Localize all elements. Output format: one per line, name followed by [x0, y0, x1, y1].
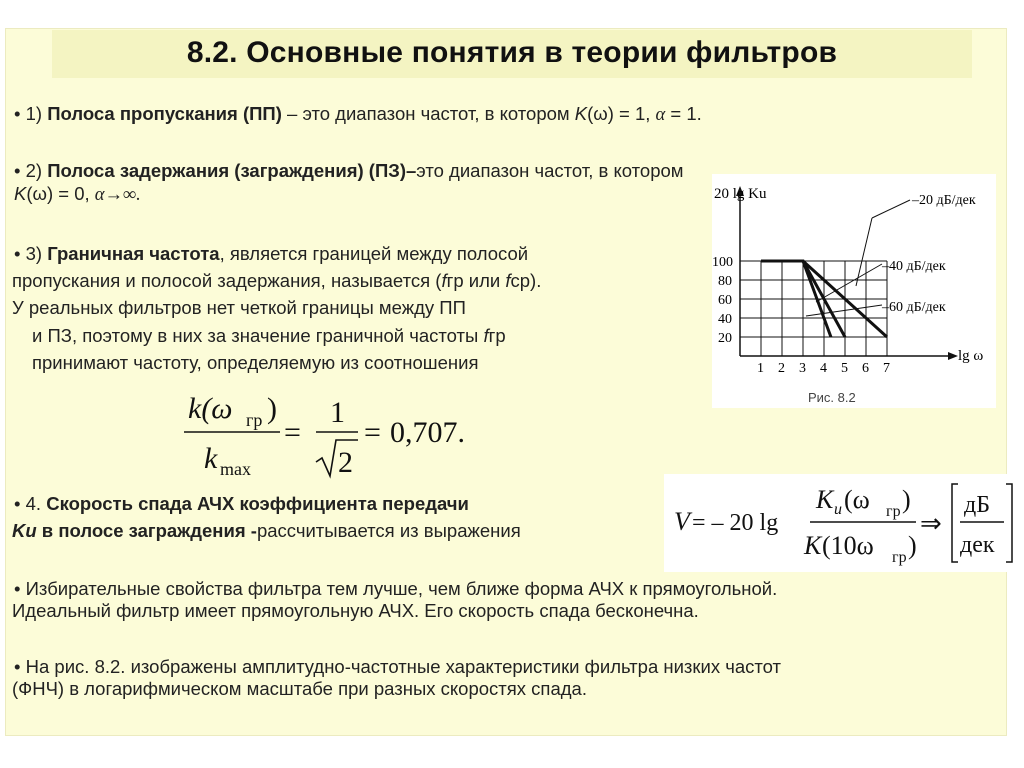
formula-denominator-close: ): [908, 531, 917, 560]
y-tick-label: 80: [718, 274, 732, 289]
formula-denominator-k: K: [804, 531, 822, 560]
bullet-mark: •: [14, 493, 21, 514]
x-tick-label: 4: [820, 361, 827, 376]
bullet-text: – это диапазон частот, в котором: [281, 103, 575, 124]
bullet-number: 1): [20, 103, 48, 124]
unit-db: дБ: [964, 492, 990, 518]
annotation-40db: –40 дБ/дек: [882, 259, 946, 274]
formula-numerator-close: ): [267, 392, 277, 425]
formula-numerator-close: ): [902, 485, 911, 514]
bullet-2: [14, 160, 684, 182]
formula-rolloff-box: [664, 474, 1019, 572]
x-tick-label: 5: [841, 361, 848, 376]
term-stopband: Полоса задержания (заграждения) (ПЗ)–: [47, 160, 417, 181]
figure-8-2: [712, 174, 996, 408]
formula-numerator-arg: (ω: [844, 485, 870, 514]
bullet-text-bold: в полосе заграждения -: [36, 520, 257, 541]
bullet-mark: •: [14, 243, 21, 264]
bullet-3-line-4: [32, 325, 506, 347]
formula-denominator: k: [204, 442, 218, 475]
left-bracket: [952, 484, 958, 562]
bullet-6-line-2: (ФНЧ) в логарифмическом масштабе при разных скоростях спада.: [12, 678, 587, 699]
bullet-mark: •: [14, 656, 21, 677]
x-axis-arrow: [948, 352, 958, 360]
y-tick-label: 40: [718, 312, 732, 327]
title-box: [52, 30, 972, 78]
formula-root-arg: 2: [338, 446, 353, 479]
formula-one: 1: [330, 396, 345, 429]
symbol-f: f: [505, 270, 511, 291]
bullet-5: [14, 578, 777, 600]
formula-value: 0,707.: [390, 416, 465, 449]
symbol-f: f: [441, 270, 447, 291]
bullet-text: и ПЗ, поэтому в них за значение граничной частоты: [32, 325, 484, 346]
bullet-3: [14, 243, 528, 265]
formula-numerator-k-sub: u: [834, 501, 842, 518]
annotation-60db: –60 дБ/дек: [882, 300, 946, 315]
leader-line: [806, 305, 882, 316]
bullet-mark: •: [14, 103, 21, 124]
bullet-number: 3): [20, 243, 48, 264]
symbol-f: f: [483, 325, 489, 346]
y-tick-label: 20: [718, 331, 732, 346]
formula-numerator-k: K: [816, 485, 834, 514]
bullet-mark: •: [14, 160, 21, 181]
bullet-5-line-2: Идеальный фильтр имеет прямоугольную АЧХ. Его скорость спада бесконечна.: [12, 600, 699, 621]
term-cutoff-frequency: Граничная частота: [47, 243, 220, 264]
bullet-number: 4.: [20, 493, 47, 514]
formula-cutoff-ratio: [180, 382, 510, 482]
bullet-4-line-2: [12, 520, 521, 542]
y-axis-label: 20 lg Ku: [714, 186, 767, 202]
term-passband: Полоса пропускания (ПП): [47, 103, 282, 124]
x-tick-label: 7: [883, 361, 890, 376]
equals-sign: =: [364, 416, 381, 449]
bullet-text: Избирательные свойства фильтра тем лучше, чем ближе форма АЧХ к прямоугольной.: [20, 578, 778, 599]
symbol-alpha: α: [655, 105, 666, 125]
formula-rolloff: [664, 474, 1019, 572]
bullet-4: [14, 493, 469, 515]
bullet-3-line-3: У реальных фильтров нет четкой границы между ПП: [12, 297, 466, 318]
x-tick-label: 3: [799, 361, 806, 376]
symbol-v: V: [674, 507, 690, 536]
bullet-6: [14, 656, 781, 678]
symbol-k: K: [14, 183, 27, 204]
bullet-text: , является границей между полосой: [219, 243, 529, 264]
bullet-3-line-5: принимают частоту, определяемую из соотношения: [32, 352, 479, 373]
x-tick-label: 2: [778, 361, 785, 376]
bullet-text: ср).: [510, 270, 542, 291]
bullet-text: (ω) = 0,: [26, 183, 95, 204]
unit-dec: дек: [960, 532, 995, 558]
y-tick-label: 100: [712, 255, 733, 270]
page-title: 8.2. Основные понятия в теории фильтров: [186, 36, 838, 69]
formula-denominator-sub: max: [220, 459, 251, 479]
bullet-number: 2): [20, 160, 48, 181]
bullet-text: это диапазон частот, в котором: [416, 160, 684, 181]
symbol-k: K: [574, 103, 588, 124]
leader-line: [872, 200, 910, 218]
bullet-text: рассчитывается из выражения: [256, 520, 521, 541]
formula-prefix: = – 20 lg: [692, 510, 779, 536]
symbol-alpha-infinity: α→∞.: [94, 185, 141, 205]
formula-denominator-arg: (10ω: [822, 531, 874, 560]
formula-numerator-sub: гр: [246, 410, 263, 430]
bullet-2-line-2: [14, 183, 141, 206]
bullet-text: (ω) = 1,: [587, 103, 656, 124]
term-rolloff-rate: Скорость спада АЧХ коэффициента передачи: [46, 493, 469, 514]
implies-arrow: ⇒: [920, 509, 942, 538]
y-tick-label: 60: [718, 293, 732, 308]
x-tick-label: 1: [757, 361, 764, 376]
bullet-1: [14, 103, 702, 126]
bullet-text: На рис. 8.2. изображены амплитудно-частотные характеристики фильтра низких частот: [20, 656, 782, 677]
formula-denominator-arg-sub: гр: [892, 549, 907, 566]
x-tick-label: 6: [862, 361, 869, 376]
afc-chart: [712, 174, 996, 408]
figure-caption: Рис. 8.2: [808, 390, 856, 405]
formula-numerator-arg-sub: гр: [886, 503, 901, 520]
bullet-text: пропускания и полосой задержания, называется (: [12, 270, 442, 291]
bullet-mark: •: [14, 578, 21, 599]
bullet-text: = 1.: [665, 103, 702, 124]
bullet-text: гр: [488, 325, 506, 346]
leader-line: [856, 218, 872, 286]
right-bracket: [1006, 484, 1012, 562]
x-axis-label: lg ω: [958, 348, 984, 364]
bullet-3-line-2: [12, 270, 541, 292]
formula-numerator: k(ω: [188, 392, 233, 425]
equals-sign: =: [284, 416, 301, 449]
symbol-ku: Ku: [12, 520, 37, 541]
bullet-text: гр или: [446, 270, 506, 291]
annotation-20db: –20 дБ/дек: [912, 193, 976, 208]
